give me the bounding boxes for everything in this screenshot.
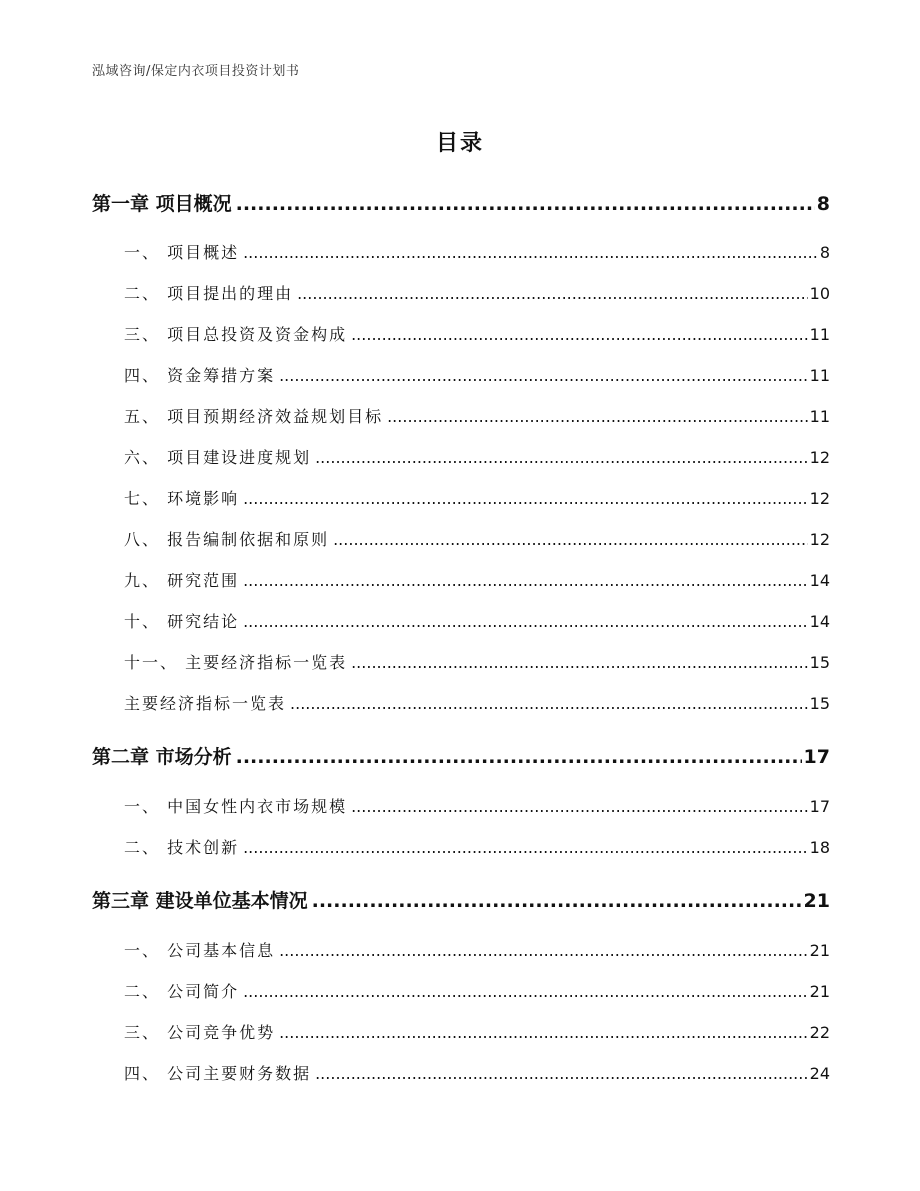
toc-entry-label: 一、 中国女性内衣市场规模 <box>124 797 348 816</box>
toc-chapter-1[interactable] <box>92 189 830 216</box>
toc-entry-page: 14 <box>809 571 830 590</box>
toc-entry-page: 17 <box>809 797 830 816</box>
toc-chapter-3[interactable] <box>92 886 830 913</box>
toc-section[interactable] <box>92 1020 830 1043</box>
dot-leader <box>315 1064 808 1083</box>
dot-leader <box>243 243 818 262</box>
dot-leader <box>290 694 808 713</box>
toc-entry-page: 14 <box>809 612 830 631</box>
toc-section[interactable] <box>92 486 830 509</box>
dot-leader <box>387 407 808 426</box>
toc-entry-page: 21 <box>809 982 830 1001</box>
toc-entry-page: 11 <box>809 366 830 385</box>
toc-section[interactable] <box>92 609 830 632</box>
toc-section[interactable] <box>92 568 830 591</box>
dot-leader <box>243 489 808 508</box>
toc-entry-label: 主要经济指标一览表 <box>124 694 287 713</box>
toc-entry-page: 21 <box>809 941 830 960</box>
toc-section[interactable] <box>92 527 830 550</box>
toc-section[interactable] <box>92 835 830 858</box>
toc-entry-page: 15 <box>809 694 830 713</box>
toc-entry-label: 第一章 项目概况 <box>92 193 232 215</box>
dot-leader <box>279 941 808 960</box>
toc-section[interactable] <box>92 979 830 1002</box>
toc-entry-label: 第三章 建设单位基本情况 <box>92 890 308 912</box>
toc-section[interactable] <box>92 1061 830 1084</box>
toc-entry-label: 一、 项目概述 <box>124 243 240 262</box>
dot-leader <box>351 797 808 816</box>
table-of-contents <box>92 0 830 1191</box>
dot-leader <box>236 746 802 768</box>
toc-entry-label: 四、 公司主要财务数据 <box>124 1064 312 1083</box>
dot-leader <box>243 982 808 1001</box>
dot-leader <box>279 1023 808 1042</box>
dot-leader <box>279 366 808 385</box>
toc-entry-page: 21 <box>803 890 830 912</box>
toc-entry-page: 12 <box>809 448 830 467</box>
toc-entry-label: 三、 公司竞争优势 <box>124 1023 276 1042</box>
toc-entry-page: 15 <box>809 653 830 672</box>
toc-entry-label: 三、 项目总投资及资金构成 <box>124 325 348 344</box>
dot-leader <box>243 838 808 857</box>
running-header: 泓域咨询/保定内衣项目投资计划书 <box>92 64 300 79</box>
toc-entry-label: 二、 项目提出的理由 <box>124 284 294 303</box>
toc-section[interactable] <box>92 445 830 468</box>
toc-entry-label: 八、 报告编制依据和原则 <box>124 530 330 549</box>
toc-entry-label: 四、 资金筹措方案 <box>124 366 276 385</box>
toc-entry-label: 十一、 主要经济指标一览表 <box>124 653 348 672</box>
toc-entry-page: 11 <box>809 407 830 426</box>
toc-entry-page: 12 <box>809 489 830 508</box>
toc-entry-label: 七、 环境影响 <box>124 489 240 508</box>
dot-leader <box>243 571 808 590</box>
toc-entry-page: 10 <box>809 284 830 303</box>
toc-section[interactable] <box>92 794 830 817</box>
dot-leader <box>243 612 808 631</box>
toc-section[interactable] <box>92 240 830 263</box>
toc-entry-label: 十、 研究结论 <box>124 612 240 631</box>
toc-entry-label: 九、 研究范围 <box>124 571 240 590</box>
dot-leader <box>351 653 808 672</box>
toc-section[interactable] <box>92 404 830 427</box>
toc-entry-label: 五、 项目预期经济效益规划目标 <box>124 407 384 426</box>
toc-entry-label: 六、 项目建设进度规划 <box>124 448 312 467</box>
toc-entry-page: 8 <box>816 193 830 215</box>
toc-section[interactable] <box>92 363 830 386</box>
toc-section[interactable] <box>92 322 830 345</box>
dot-leader <box>236 193 815 215</box>
toc-entry-page: 8 <box>819 243 830 262</box>
toc-entry-page: 24 <box>809 1064 830 1083</box>
toc-entry-page: 11 <box>809 325 830 344</box>
toc-entry-page: 22 <box>809 1023 830 1042</box>
toc-section[interactable] <box>92 281 830 304</box>
toc-section[interactable] <box>92 691 830 714</box>
toc-entry-label: 二、 技术创新 <box>124 838 240 857</box>
dot-leader <box>333 530 808 549</box>
dot-leader <box>315 448 808 467</box>
toc-entry-page: 18 <box>809 838 830 857</box>
toc-chapter-2[interactable] <box>92 742 830 769</box>
dot-leader <box>351 325 808 344</box>
toc-section[interactable] <box>92 650 830 673</box>
toc-entry-page: 12 <box>809 530 830 549</box>
dot-leader <box>297 284 808 303</box>
toc-entry-page: 17 <box>803 746 830 768</box>
toc-section[interactable] <box>92 938 830 961</box>
dot-leader <box>312 890 802 912</box>
toc-entry-label: 一、 公司基本信息 <box>124 941 276 960</box>
toc-entry-label: 第二章 市场分析 <box>92 746 232 768</box>
toc-title: 目录 <box>435 131 484 156</box>
toc-entry-label: 二、 公司简介 <box>124 982 240 1001</box>
